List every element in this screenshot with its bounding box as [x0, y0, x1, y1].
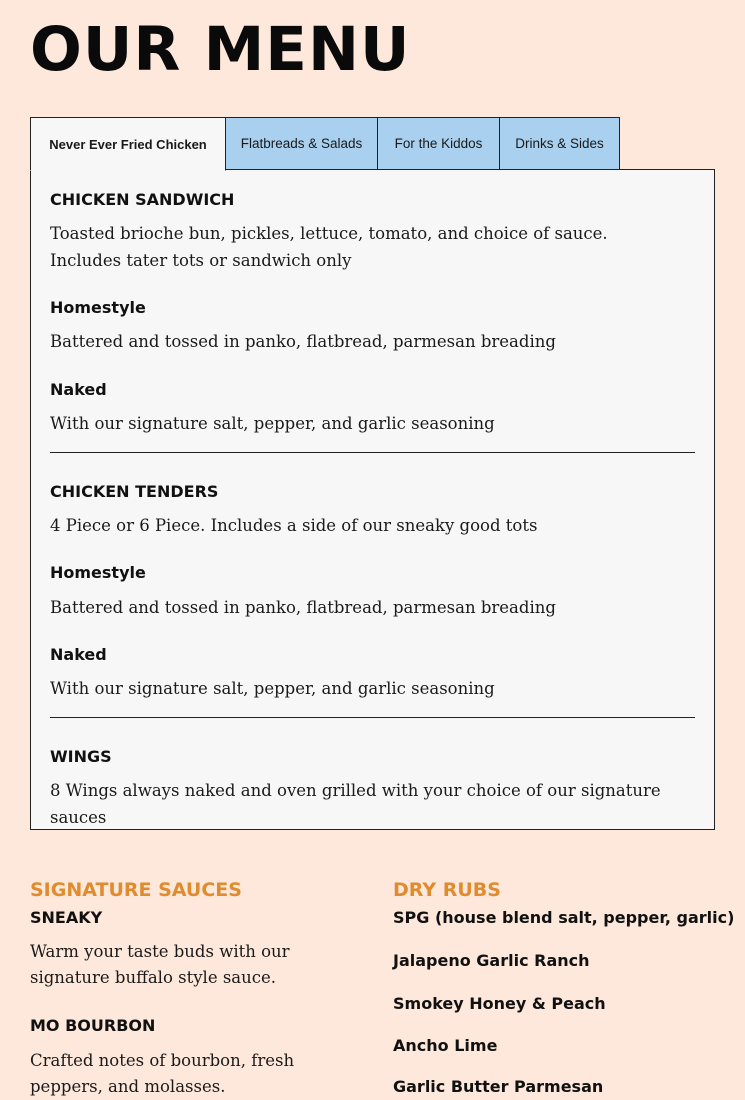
section-divider [50, 717, 695, 718]
dry-rub-item: Smokey Honey & Peach [393, 994, 606, 1013]
sauce-name-sneaky: SNEAKY [30, 908, 103, 927]
tenders-naked-desc: With our signature salt, pepper, and garlic seasoning [50, 679, 495, 698]
menu-panel [30, 169, 715, 830]
tab-flatbreads-salads[interactable]: Flatbreads & Salads [226, 117, 378, 170]
section-title-chicken-sandwich: CHICKEN SANDWICH [50, 190, 235, 209]
sauce-name-mo-bourbon: MO BOURBON [30, 1016, 156, 1035]
dry-rubs-heading: DRY RUBS [393, 879, 501, 901]
tenders-naked-title: Naked [50, 645, 107, 664]
section-divider [50, 452, 695, 453]
sandwich-naked-desc: With our signature salt, pepper, and garlic seasoning [50, 414, 495, 433]
menu-tabs [30, 117, 620, 170]
sandwich-homestyle-desc: Battered and tossed in panko, flatbread, parmesan breading [50, 332, 556, 351]
tab-drinks-sides[interactable]: Drinks & Sides [500, 117, 620, 170]
wings-description: 8 Wings always naked and oven grilled with your choice of our signature sauces [50, 781, 661, 827]
sauce-desc-sneaky: Warm your taste buds with our signature buffalo style sauce. [30, 942, 290, 987]
section-title-chicken-tenders: CHICKEN TENDERS [50, 482, 219, 501]
dry-rub-item: Garlic Butter Parmesan [393, 1077, 604, 1096]
sandwich-description-line1: Toasted brioche bun, pickles, lettuce, tomato, and choice of sauce. [50, 224, 608, 243]
tenders-description: 4 Piece or 6 Piece. Includes a side of our sneaky good tots [50, 516, 538, 535]
page-title: OUR MENU [30, 14, 411, 85]
tab-for-the-kiddos[interactable]: For the Kiddos [378, 117, 500, 170]
tenders-homestyle-desc: Battered and tossed in panko, flatbread, parmesan breading [50, 598, 556, 617]
sauce-desc-mo-bourbon: Crafted notes of bourbon, fresh peppers, and molasses. [30, 1051, 295, 1096]
tab-never-ever-fried-chicken[interactable]: Never Ever Fried Chicken [30, 117, 226, 171]
dry-rub-item: Jalapeno Garlic Ranch [393, 951, 590, 970]
dry-rub-item: SPG (house blend salt, pepper, garlic) [393, 908, 735, 927]
section-title-wings: WINGS [50, 747, 112, 766]
signature-sauces-heading: SIGNATURE SAUCES [30, 879, 242, 901]
sandwich-description-line2: Includes tater tots or sandwich only [50, 251, 352, 270]
sandwich-homestyle-title: Homestyle [50, 298, 146, 317]
sandwich-naked-title: Naked [50, 380, 107, 399]
tenders-homestyle-title: Homestyle [50, 563, 146, 582]
dry-rub-item: Ancho Lime [393, 1036, 498, 1055]
